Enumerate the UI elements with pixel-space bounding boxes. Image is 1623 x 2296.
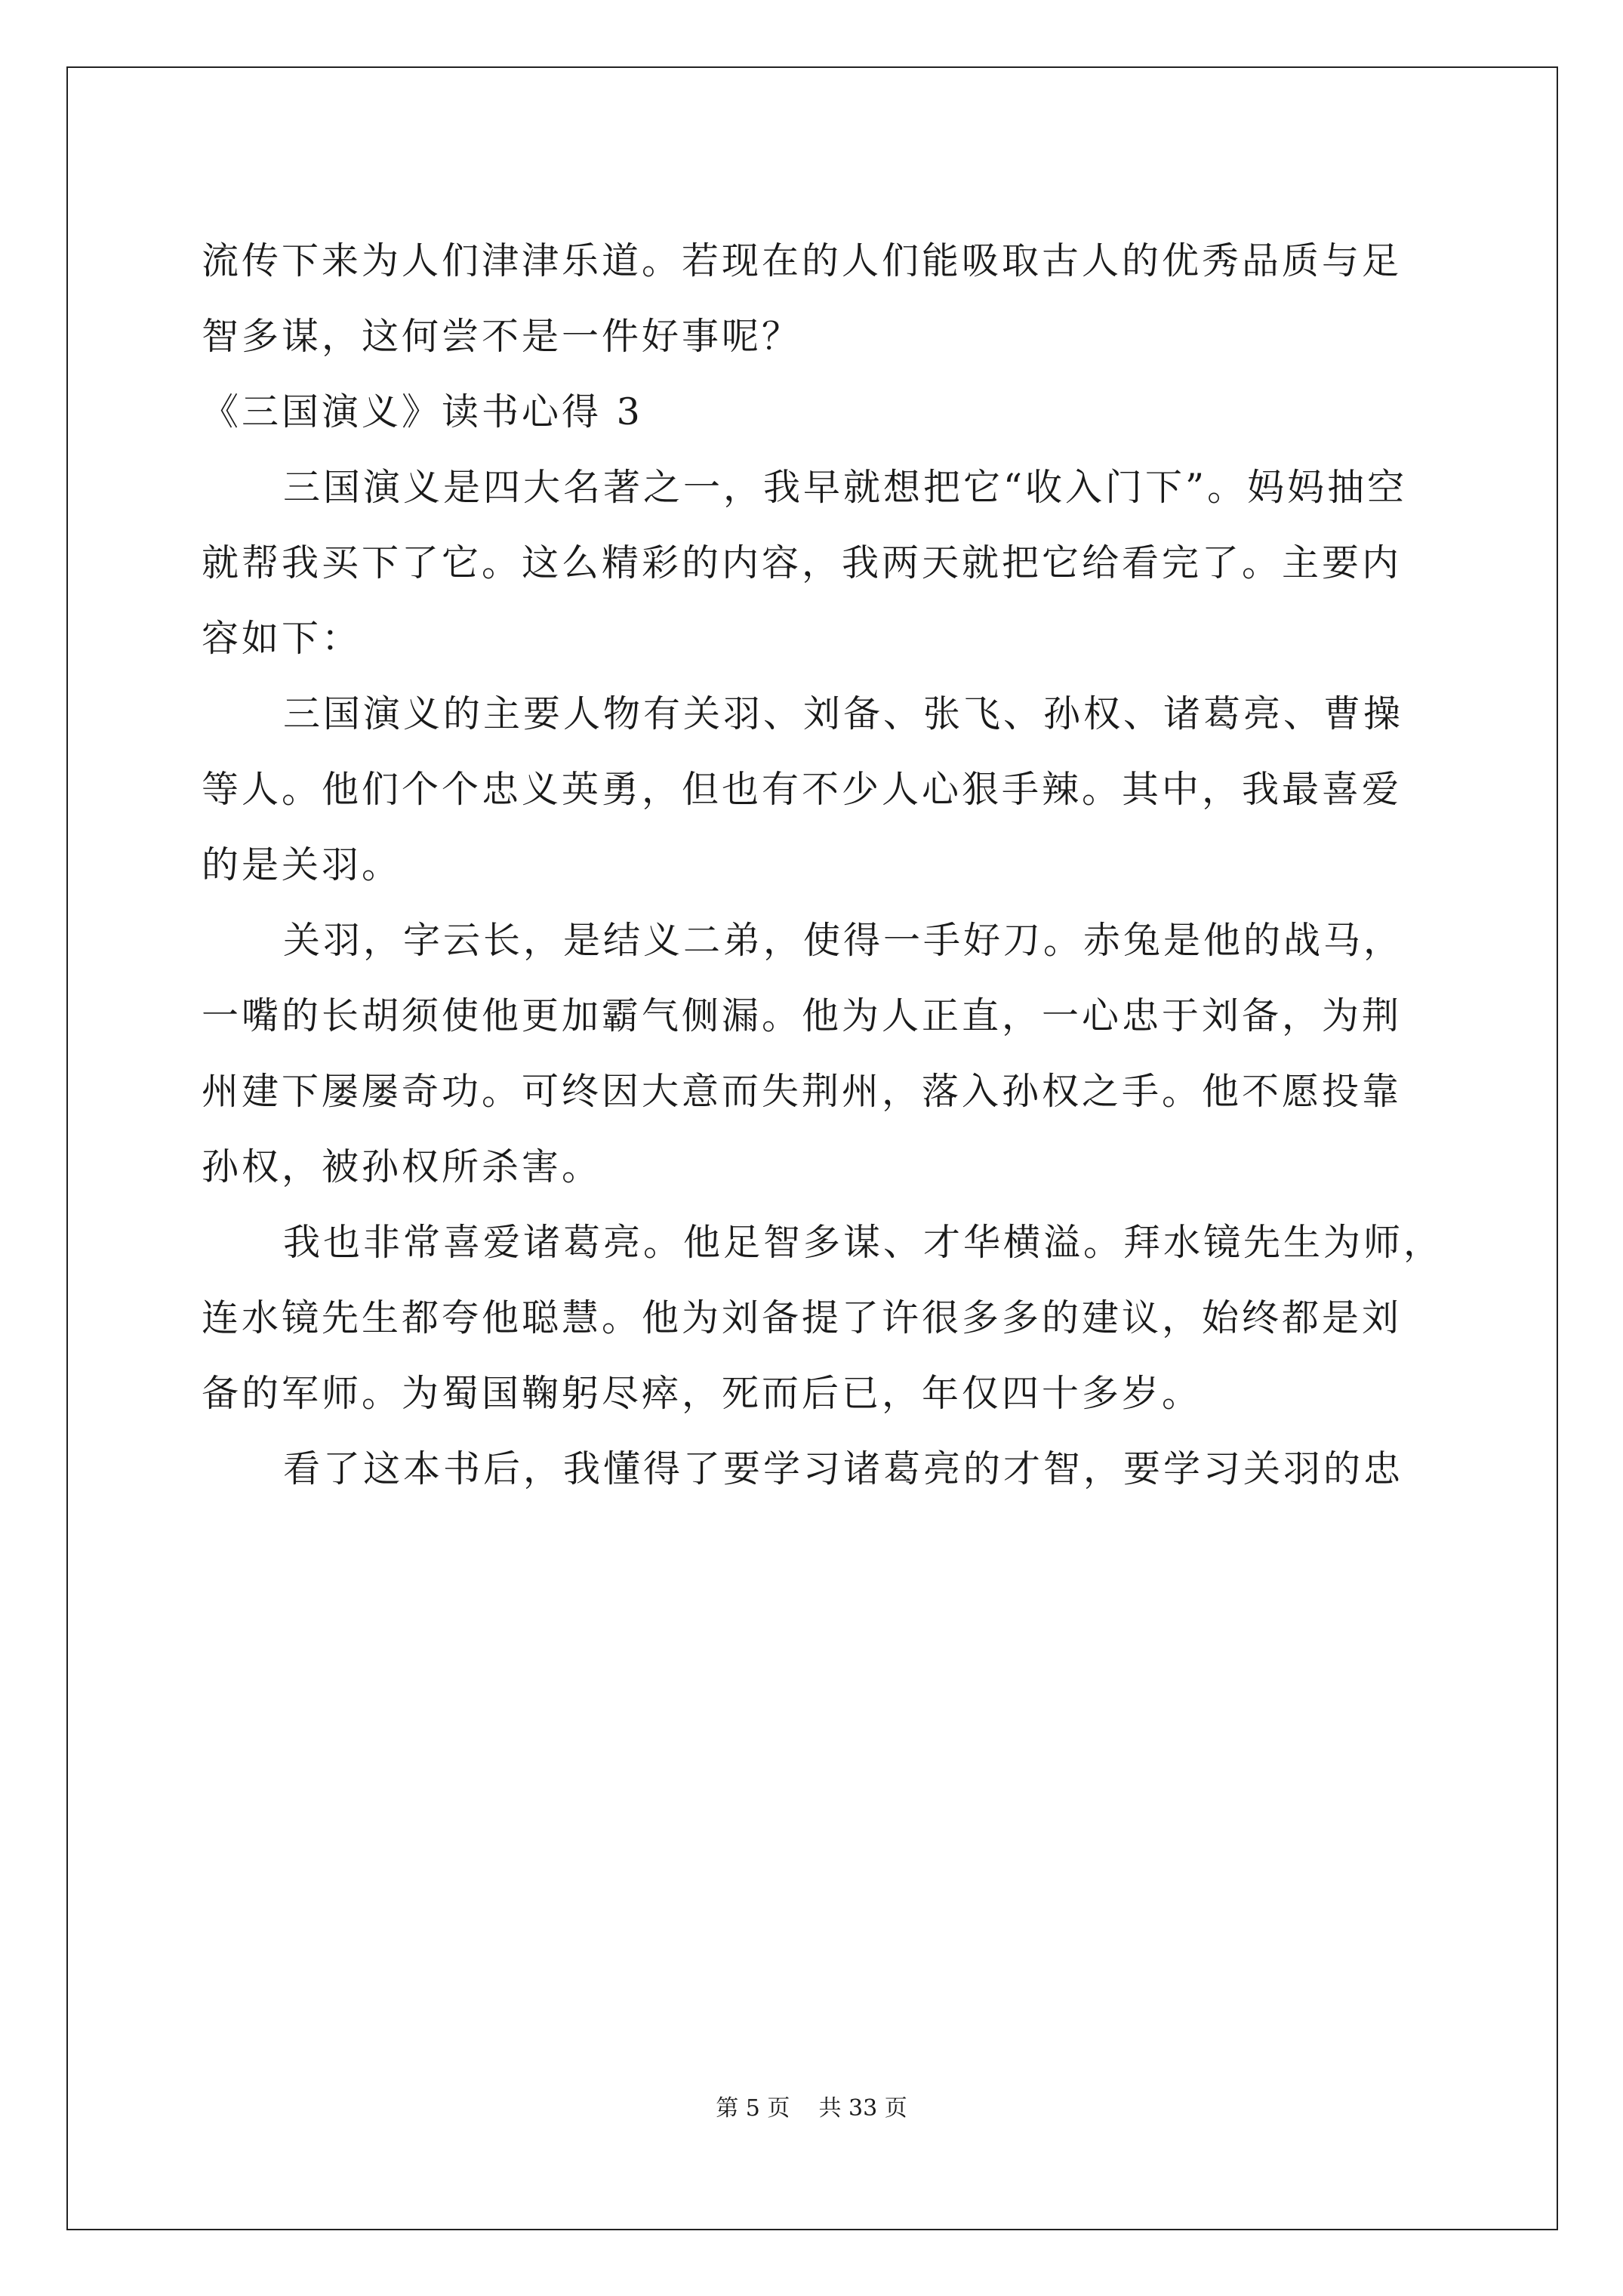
paragraph-start-line: 三国演义的主要人物有关羽、刘备、张飞、孙权、诸葛亮、曹操 (283, 692, 1404, 735)
paragraph-start-line: 看了这本书后，我懂得了要学习诸葛亮的才智，要学习关羽的忠 (283, 1447, 1404, 1490)
paragraph-start-line: 三国演义是四大名著之一，我早就想把它“收入门下”。妈妈抽空 (283, 466, 1408, 509)
paragraph-start-line: 关羽，字云长，是结义二弟，使得一手好刀。赤兔是他的战马， (283, 919, 1404, 962)
document-body (202, 223, 1444, 1507)
text-line-2: 智多谋，这何尝不是一件好事呢？ (202, 315, 802, 358)
paragraph-start-line: 我也非常喜爱诸葛亮。他足智多谋、才华横溢。拜水镜先生为师， (283, 1221, 1444, 1264)
text-line-8: 等人。他们个个忠义英勇，但也有不少人心狠手辣。其中，我最喜爱 (202, 768, 1403, 811)
text-line-12: 州建下屡屡奇功。可终因大意而失荆州，落入孙权之手。他不愿投靠 (202, 1070, 1403, 1113)
page-number-footer: 第 5 页 共 33 页 (716, 2095, 907, 2122)
text-line-9: 的是关羽。 (202, 843, 402, 886)
section-heading: 《三国演义》读书心得 3 (202, 390, 643, 433)
text-line-1: 流传下来为人们津津乐道。若现在的人们能吸取古人的优秀品质与足 (202, 239, 1403, 282)
text-line-13: 孙权，被孙权所杀害。 (202, 1145, 602, 1188)
text-line-15: 连水镜先生都夸他聪慧。他为刘备提了许很多多的建议，始终都是刘 (202, 1296, 1403, 1339)
text-line-16: 备的军师。为蜀国鞠躬尽瘁，死而后已，年仅四十多岁。 (202, 1372, 1203, 1415)
text-line-5: 就帮我买下了它。这么精彩的内容，我两天就把它给看完了。主要内 (202, 541, 1403, 584)
text-line-11: 一嘴的长胡须使他更加霸气侧漏。他为人正直，一心忠于刘备，为荆 (202, 994, 1403, 1037)
text-line-6: 容如下： (202, 617, 362, 660)
